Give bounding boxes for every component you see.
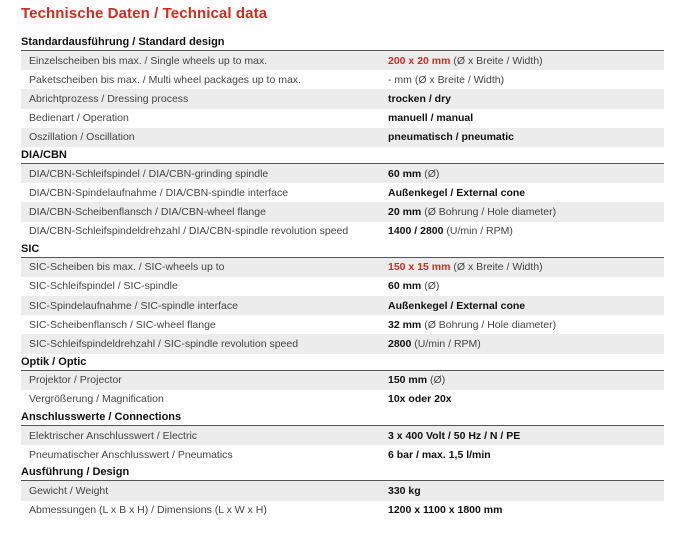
technical-data-table (21, 34, 664, 520)
spec-value-main: 200 x 20 mm (388, 54, 451, 67)
section-header: Ausführung / Design (21, 464, 664, 481)
spec-row (21, 258, 664, 277)
spec-row (21, 315, 664, 334)
spec-row (21, 222, 664, 241)
spec-value (388, 485, 664, 497)
section-header: SIC (21, 241, 664, 258)
spec-value-main: 3 x 400 Volt / 50 Hz / N / PE (388, 429, 521, 442)
spec-row (21, 164, 664, 183)
spec-value-main: manuell / manual (388, 112, 474, 125)
spec-label: Pneumatischer Anschlusswert / Pneumatics (29, 448, 233, 461)
spec-value-main: 330 kg (388, 484, 421, 497)
spec-value-unit: (Ø x Breite / Width) (450, 54, 543, 67)
spec-value (388, 93, 664, 105)
spec-value (388, 74, 664, 86)
spec-row (21, 109, 664, 128)
spec-label: DIA/CBN-Scheibenflansch / DIA/CBN-wheel flange (29, 205, 266, 218)
spec-value (388, 112, 664, 124)
spec-value (388, 374, 664, 386)
spec-row (21, 89, 664, 108)
spec-value-main: 6 bar / max. 1,5 l/min (388, 448, 491, 461)
spec-label: SIC-Spindelaufnahme / SIC-spindle interface (29, 299, 238, 312)
spec-value (388, 393, 664, 405)
spec-value (388, 280, 664, 292)
spec-row (21, 70, 664, 89)
spec-label: Elektrischer Anschlusswert / Electric (29, 429, 198, 442)
spec-value-unit: (Ø) (421, 280, 440, 293)
spec-row (21, 51, 664, 70)
spec-value (388, 55, 664, 67)
spec-row (21, 334, 664, 353)
spec-value-main: 1400 / 2800 (388, 225, 444, 238)
spec-value-main: 150 x 15 mm (388, 261, 451, 274)
spec-value (388, 338, 664, 350)
section-header: Standardausführung / Standard design (21, 34, 664, 51)
spec-value (388, 504, 664, 516)
spec-value (388, 300, 664, 312)
spec-label: Abmessungen (L x B x H) / Dimensions (L x W x H) (29, 504, 267, 517)
spec-value-unit: - mm (Ø x Breite / Width) (388, 73, 505, 86)
spec-label: DIA/CBN-Spindelaufnahme / DIA/CBN-spindle interface (29, 186, 289, 199)
spec-row (21, 371, 664, 390)
spec-row (21, 426, 664, 445)
spec-row (21, 390, 664, 409)
spec-value-main: Außenkegel / External cone (388, 299, 526, 312)
spec-value-main: trocken / dry (388, 92, 452, 105)
spec-label: Vergrößerung / Magnification (29, 393, 164, 406)
spec-row (21, 183, 664, 202)
spec-value (388, 319, 664, 331)
spec-value-main: 10x oder 20x (388, 393, 452, 406)
spec-label: Abrichtprozess / Dressing process (29, 92, 189, 105)
spec-value-unit: (Ø) (421, 167, 440, 180)
spec-row (21, 277, 664, 296)
spec-value-unit: (Ø) (427, 374, 446, 387)
spec-label: SIC-Schleifspindeldrehzahl / SIC-spindle revolution speed (29, 338, 299, 351)
spec-value-main: 60 mm (388, 280, 422, 293)
spec-label: SIC-Schleifspindel / SIC-spindle (29, 280, 178, 293)
spec-label: Einzelscheiben bis max. / Single wheels up to max. (29, 54, 268, 67)
spec-label: SIC-Scheibenflansch / SIC-wheel flange (29, 318, 216, 331)
spec-value-main: pneumatisch / pneumatic (388, 131, 515, 144)
spec-value (388, 131, 664, 143)
spec-value (388, 261, 664, 273)
spec-row (21, 445, 664, 464)
page-title: Technische Daten / Technical data (21, 5, 268, 22)
spec-label: Oszillation / Oscillation (29, 131, 135, 144)
spec-row (21, 481, 664, 500)
spec-value-unit: (U/min / RPM) (443, 225, 513, 238)
section-header: DIA/CBN (21, 147, 664, 164)
spec-value (388, 430, 664, 442)
spec-value-unit: (Ø Bohrung / Hole diameter) (421, 205, 557, 218)
spec-label: SIC-Scheiben bis max. / SIC-wheels up to (29, 261, 225, 274)
spec-row (21, 296, 664, 315)
spec-value-main: 60 mm (388, 167, 422, 180)
spec-value-main: 150 mm (388, 374, 428, 387)
spec-value (388, 187, 664, 199)
spec-value-unit: (Ø Bohrung / Hole diameter) (421, 318, 557, 331)
spec-value (388, 449, 664, 461)
spec-value (388, 168, 664, 180)
spec-value-main: 2800 (388, 338, 412, 351)
spec-row (21, 501, 664, 520)
spec-label: Paketscheiben bis max. / Multi wheel packages up to max. (29, 73, 301, 86)
spec-label: DIA/CBN-Schleifspindel / DIA/CBN-grinding spindle (29, 167, 269, 180)
section-header: Optik / Optic (21, 354, 664, 371)
spec-label: Gewicht / Weight (29, 484, 109, 497)
spec-value-unit: (U/min / RPM) (411, 338, 481, 351)
spec-value-main: 1200 x 1100 x 1800 mm (388, 504, 503, 517)
spec-value (388, 225, 664, 237)
spec-value-main: 20 mm (388, 205, 422, 218)
spec-row (21, 202, 664, 221)
spec-label: Bedienart / Operation (29, 112, 129, 125)
spec-value-main: Außenkegel / External cone (388, 186, 526, 199)
spec-value-unit: (Ø x Breite / Width) (450, 261, 543, 274)
spec-label: DIA/CBN-Schleifspindeldrehzahl / DIA/CBN-spindle revolution speed (29, 225, 349, 238)
spec-row (21, 128, 664, 147)
spec-label: Projektor / Projector (29, 374, 122, 387)
spec-value (388, 206, 664, 218)
section-header: Anschlusswerte / Connections (21, 409, 664, 426)
spec-value-main: 32 mm (388, 318, 422, 331)
